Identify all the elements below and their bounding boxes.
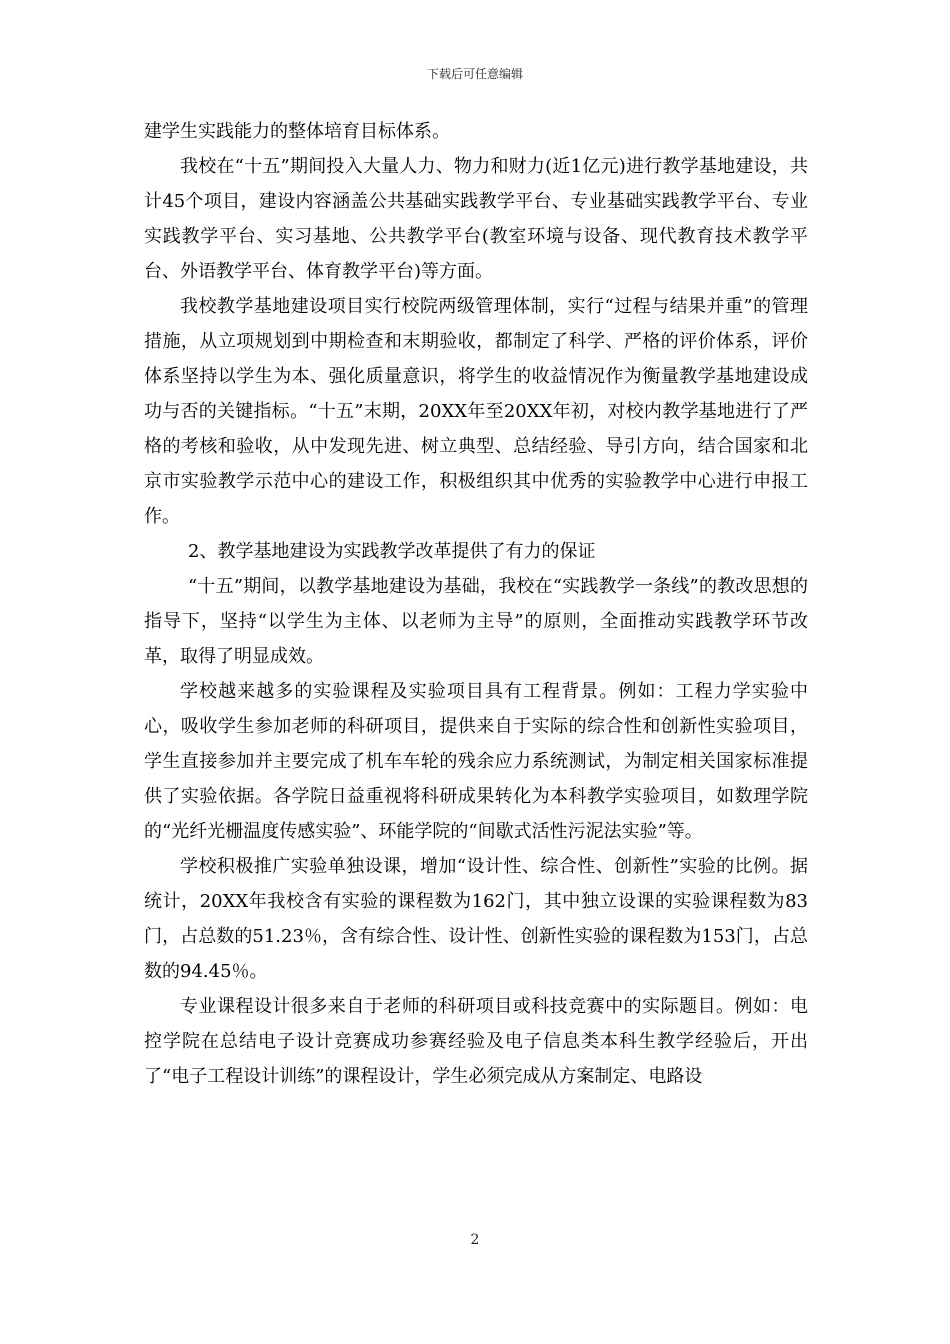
paragraph-7: 专业课程设计很多来自于老师的科研项目或科技竞赛中的实际题目。例如：电控学院在总结电子设计竞赛成功参赛经验及电子信息类本科生教学经验后，开出了“电子工程设计训练”的课程设计，学生必须完成从方案制定、电路设 (144, 996, 808, 1087)
section-heading-2: 2、教学基地建设为实践教学改革提供了有力的保证 (188, 541, 596, 562)
paragraph-2: 我校在“十五”期间投入大量人力、物力和财力(近1亿元)进行教学基地建设，共计45个项目，建设内容涵盖公共基础实践教学平台、专业基础实践教学平台、专业实践教学平台、实习基地、公共教学平台(教室环境与设备、现代教育技术教学平台、外语教学平台、体育教学平台)等方面。 (144, 156, 808, 282)
paragraph-5: 学校越来越多的实验课程及实验项目具有工程背景。例如：工程力学实验中心，吸收学生参加老师的科研项目，提供来自于实际的综合性和创新性实验项目，学生直接参加并主要完成了机车车轮的残余应力系统测试，为制定相关国家标准提供了实验依据。各学院日益重视将科研成果转化为本科教学实验项目，如数理学院的“光纤光栅温度传感实验”、环能学院的“间歇式活性污泥法实验”等。 (144, 681, 808, 842)
paragraph-3: 我校教学基地建设项目实行校院两级管理体制，实行“过程与结果并重”的管理措施，从立项规划到中期检查和末期验收，都制定了科学、严格的评价体系，评价体系坚持以学生为本、强化质量意识，将学生的收益情况作为衡量教学基地建设成功与否的关键指标。“十五”末期，20XX年至20XX年初，对校内教学基地进行了严格的考核和验收，从中发现先进、树立典型、总结经验、导引方向，结合国家和北京市实验教学示范中心的建设工作，积极组织其中优秀的实验教学中心进行申报工作。 (144, 296, 808, 527)
page-header: 下载后可任意编辑 (426, 67, 523, 81)
paragraph-1: 建学生实践能力的整体培育目标体系。 (144, 121, 450, 142)
body-text (144, 114, 808, 1094)
page-number: 2 (470, 1232, 480, 1248)
paragraph-4: “十五”期间，以教学基地建设为基础，我校在“实践教学一条线”的教改思想的指导下，坚持“以学生为主体、以老师为主导”的原则，全面推动实践教学环节改革，取得了明显成效。 (144, 576, 808, 667)
paragraph-6: 学校积极推广实验单独设课，增加“设计性、综合性、创新性”实验的比例。据统计，20XX年我校含有实验的课程数为162门，其中独立设课的实验课程数为83门，占总数的51.23％，含有综合性、设计性、创新性实验的课程数为153门，占总数的94.45％。 (144, 856, 808, 982)
